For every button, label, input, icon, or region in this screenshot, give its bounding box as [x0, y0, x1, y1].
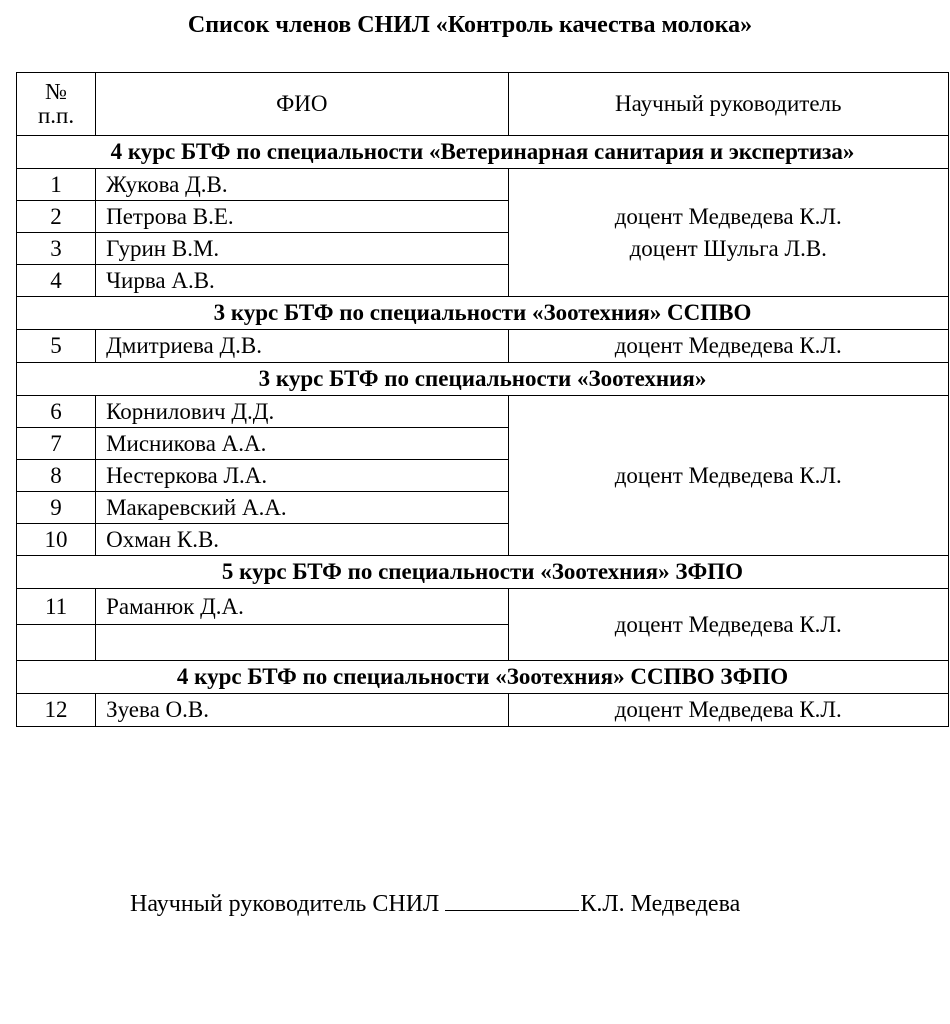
member-number	[17, 625, 96, 661]
group-header-row	[17, 661, 949, 694]
member-name: Зуева О.В.	[96, 694, 508, 727]
signature-label: Научный руководитель СНИЛ	[130, 891, 440, 917]
member-number: 8	[17, 460, 96, 492]
member-number: 1	[17, 169, 96, 201]
member-name	[96, 625, 508, 661]
header-number-symbol: №	[45, 79, 68, 104]
table-row	[17, 330, 949, 363]
group-header-row	[17, 556, 949, 589]
document-title: Список членов СНИЛ «Контроль качества молока»	[187, 12, 753, 38]
member-name: Гурин В.М.	[96, 233, 508, 265]
supervisor-name: доцент Шульга Л.В.	[629, 235, 827, 261]
table-row	[17, 589, 949, 625]
member-name: Петрова В.Е.	[96, 201, 508, 233]
member-name: Раманюк Д.А.	[96, 589, 508, 625]
table-row	[17, 396, 949, 428]
group-label: 5 курс БТФ по специальности «Зоотехния» ЗФПО	[17, 556, 949, 589]
member-number: 5	[17, 330, 96, 363]
member-name: Жукова Д.В.	[96, 169, 508, 201]
member-number: 12	[17, 694, 96, 727]
member-name: Дмитриева Д.В.	[96, 330, 508, 363]
table-row	[17, 169, 949, 201]
supervisor-name: доцент Медведева К.Л.	[614, 697, 842, 722]
supervisor-name: доцент Медведева К.Л.	[614, 462, 842, 488]
members-table	[16, 72, 949, 727]
header-name: ФИО	[96, 73, 508, 136]
group-label: 3 курс БТФ по специальности «Зоотехния» ССПВО	[17, 297, 949, 330]
table-row	[17, 694, 949, 727]
member-name: Охман К.В.	[96, 524, 508, 556]
member-name: Корнилович Д.Д.	[96, 396, 508, 428]
supervisor-cell	[508, 169, 948, 297]
group-header-row	[17, 363, 949, 396]
group-header-row	[17, 297, 949, 330]
group-label: 4 курс БТФ по специальности «Ветеринарная санитария и экспертиза»	[17, 136, 949, 169]
supervisor-cell	[508, 694, 948, 727]
member-name: Макаревский А.А.	[96, 492, 508, 524]
supervisor-name: доцент Медведева К.Л.	[614, 203, 842, 229]
header-number-abbr: п.п.	[37, 103, 75, 128]
member-number: 6	[17, 396, 96, 428]
member-number: 2	[17, 201, 96, 233]
group-header-row	[17, 136, 949, 169]
group-label: 3 курс БТФ по специальности «Зоотехния»	[17, 363, 949, 396]
member-number: 4	[17, 265, 96, 297]
member-number: 9	[17, 492, 96, 524]
member-name: Нестеркова Л.А.	[96, 460, 508, 492]
table-header-row	[17, 73, 949, 136]
supervisor-name: доцент Медведева К.Л.	[614, 611, 842, 637]
supervisor-name: доцент Медведева К.Л.	[614, 333, 842, 358]
member-number: 7	[17, 428, 96, 460]
header-supervisor: Научный руководитель	[508, 73, 948, 136]
group-label: 4 курс БТФ по специальности «Зоотехния» ССПВО ЗФПО	[17, 661, 949, 694]
signature-blank	[445, 888, 579, 911]
header-number	[17, 73, 96, 136]
member-name: Мисникова А.А.	[96, 428, 508, 460]
signature-line	[130, 888, 740, 920]
member-number: 3	[17, 233, 96, 265]
member-number: 11	[17, 589, 96, 625]
signature-name: К.Л. Медведева	[580, 891, 741, 917]
supervisor-cell	[508, 330, 948, 363]
supervisor-cell	[508, 396, 948, 556]
supervisor-cell	[508, 589, 948, 661]
member-name: Чирва А.В.	[96, 265, 508, 297]
member-number: 10	[17, 524, 96, 556]
